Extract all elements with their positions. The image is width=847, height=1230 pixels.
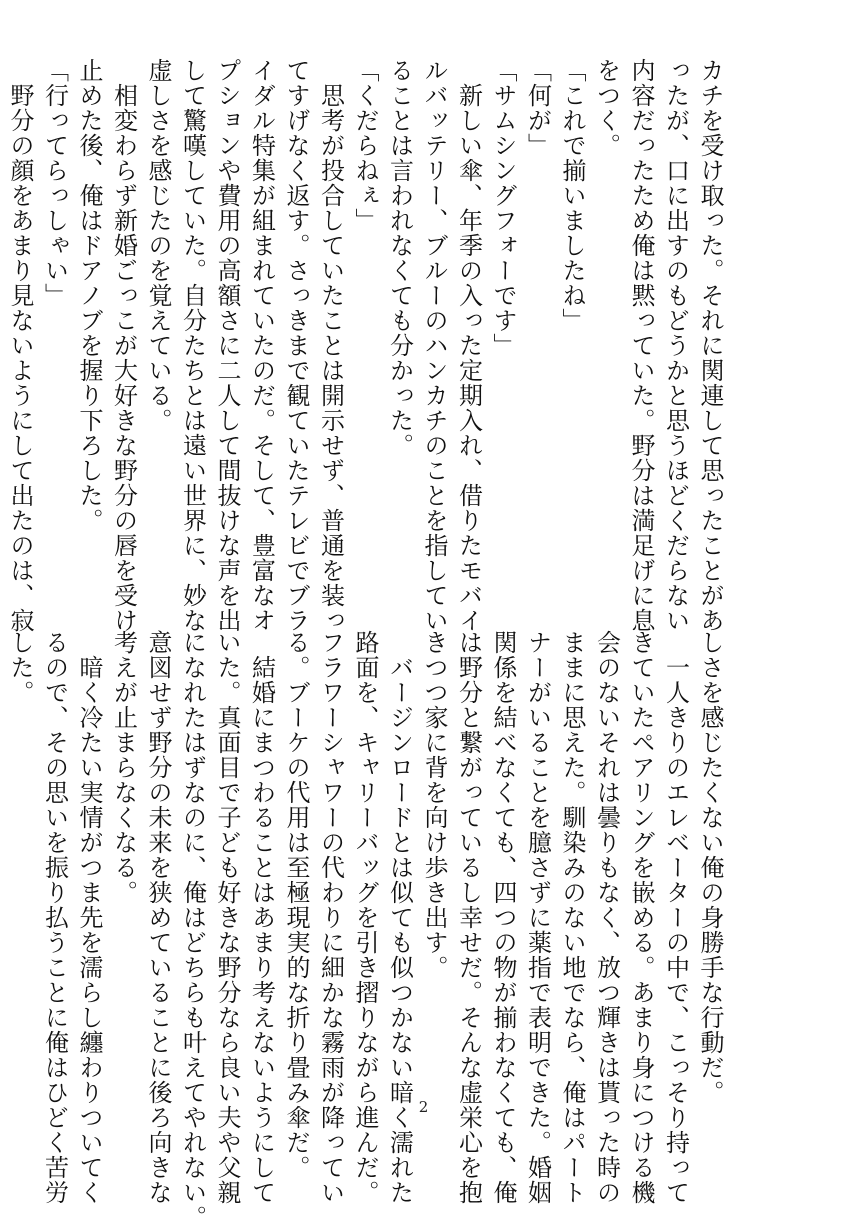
- text-line: 相変わらず新婚ごっこが大好きな野分の唇を受け: [109, 58, 138, 633]
- text-line: フラワーシャワーの代わりに細かな霧雨が降ってい: [316, 630, 345, 1205]
- text-line: るので、その思いを振り払うことに俺はひどく苦労: [40, 630, 69, 1205]
- text-line: 考えが止まらなくなる。: [109, 630, 138, 905]
- text-line: して驚嘆していた。自分たちとは遠い世界に、妙な: [178, 58, 207, 633]
- text-line: 意図せず野分の未来を狭めていることに後ろ向きな: [144, 630, 172, 1205]
- text-line: ナーがいることを臆さずに薬指で表明できた。婚姻: [523, 630, 552, 1205]
- text-line: てすげなく返す。さっきまで観ていたテレビでブラ: [282, 58, 310, 633]
- text-line: 新しい傘、年季の入った定期入れ、借りたモバイ: [454, 58, 483, 633]
- text-line: ルバッテリー、ブルーのハンカチのことを指してい: [420, 58, 448, 633]
- text-line: る。ブーケの代用は至極現実的な折り畳み傘だ。: [282, 630, 310, 1180]
- text-line: 路面を、キャリーバッグを引き摺りながら進んだ。: [351, 630, 379, 1205]
- text-line: しさを感じたくない俺の身勝手な行動だ。: [696, 630, 724, 1105]
- text-line: 内容だったため俺は黙っていた。野分は満足げに息: [627, 58, 655, 633]
- text-line: プションや費用の高額さに二人して間抜けな声を出: [213, 58, 241, 633]
- text-line: 虚しさを感じたのを覚えている。: [144, 58, 172, 433]
- text-line: 「何が」: [523, 58, 552, 158]
- text-line: ったが、口に出すのもどうかと思うほどくだらない: [661, 58, 690, 633]
- text-line: した。: [6, 630, 34, 705]
- text-line: 野分の顔をあまり見ないようにして出たのは、寂: [6, 58, 34, 633]
- text-line: イダル特集が組まれていたのだ。そして、豊富なオ: [247, 58, 276, 633]
- page-number: 2: [418, 1098, 429, 1116]
- text-line: カチを受け取った。それに関連して思ったことがあ: [696, 58, 724, 633]
- text-line: 「行ってらっしゃい」: [40, 58, 69, 308]
- text-line: 「くだらねぇ」: [351, 58, 379, 233]
- text-line: ままに思えた。馴染みのない地でなら、俺はパート: [558, 630, 586, 1205]
- text-line: になれたはずなのに、俺はどちらも叶えてやれない。: [178, 630, 207, 1230]
- text-line: をつく。: [592, 58, 621, 158]
- text-line: は野分と繋がっているし幸せだ。そんな虚栄心を抱: [454, 630, 483, 1205]
- text-line: きつつ家に背を向け歩き出す。: [420, 630, 448, 980]
- text-line: 関係を結べなくても、四つの物が揃わなくても、俺: [489, 630, 517, 1205]
- text-line: 「サムシングフォーです」: [489, 58, 517, 358]
- text-line: 思考が投合していたことは開示せず、普通を装っ: [316, 58, 345, 633]
- text-line: バージンロードとは似ても似つかない暗く濡れた: [385, 630, 414, 1205]
- text-line: 会のないそれは曇りもなく、放つ輝きは貰った時の: [592, 630, 621, 1205]
- text-line: 暗く冷たい実情がつま先を濡らし纏わりついてく: [75, 630, 103, 1205]
- text-block-lower: [3, 630, 728, 1230]
- text-line: 結婚にまつわることはあまり考えないようにして: [247, 630, 276, 1205]
- text-block-upper: [3, 58, 728, 633]
- text-line: 一人きりのエレベーターの中で、こっそり持って: [661, 630, 690, 1205]
- text-line: 「これで揃いましたね」: [558, 58, 586, 333]
- text-line: ることは言われなくても分かった。: [385, 58, 414, 458]
- text-line: きていたペアリングを嵌める。あまり身につける機: [627, 630, 655, 1205]
- text-line: いた。真面目で子ども好きな野分なら良い夫や父親: [213, 630, 241, 1205]
- text-line: 止めた後、俺はドアノブを握り下ろした。: [75, 58, 103, 533]
